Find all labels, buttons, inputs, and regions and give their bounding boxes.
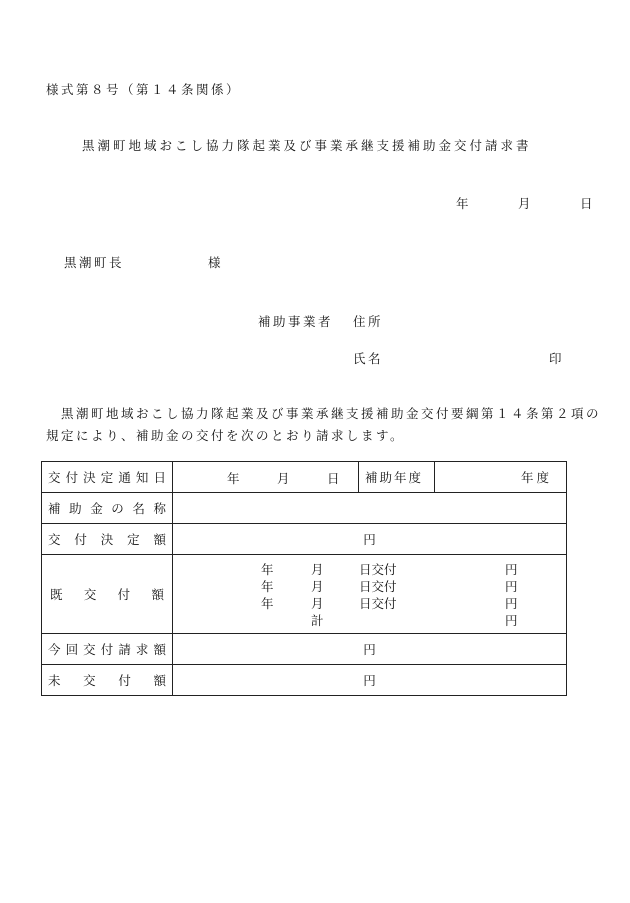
already-paid-row-2: 年 月 日交付 円 (261, 579, 518, 594)
decided-amount-label: 交付決定額 (42, 524, 173, 555)
page-title: 黒潮町地域おこし協力隊起業及び事業承継支援補助金交付請求書 (82, 138, 532, 153)
decision-date-field[interactable] (173, 462, 359, 493)
subsidy-name-label: 補助金の名称 (42, 493, 173, 524)
address-label: 住所 (353, 314, 384, 329)
form-number: 様式第８号（第１４条関係） (46, 82, 242, 97)
date-line (456, 194, 595, 212)
table-row-decision-date (42, 462, 567, 493)
date-month: 月 (517, 196, 533, 211)
seal-label: 印 (549, 351, 565, 366)
current-request-field[interactable]: 円 (173, 634, 567, 665)
decision-day: 日 (327, 470, 340, 486)
decision-month: 月 (277, 470, 290, 486)
decided-amount-field[interactable]: 円 (173, 524, 567, 555)
subsidy-name-field[interactable] (173, 493, 567, 524)
unpaid-label: 未交付額 (42, 665, 173, 696)
addressee (64, 253, 224, 271)
already-paid-row-3: 年 月 日交付 円 (261, 596, 518, 611)
table-row-already-paid (42, 555, 567, 634)
current-request-label: 今回交付請求額 (42, 634, 173, 665)
table-row-subsidy-name (42, 493, 567, 524)
already-paid-row-1: 年 月 日交付 円 (261, 562, 518, 577)
body-text: 黒潮町地域おこし協力隊起業及び事業承継支援補助金交付要綱第１４条第２項の規定により、補助金の交付を次のとおり請求します。 (46, 406, 602, 443)
addressee-name: 黒潮町長 (64, 255, 125, 270)
table-row-current-request (42, 634, 567, 665)
subsidy-year-label: 補助年度 (359, 462, 435, 493)
table-row-unpaid (42, 665, 567, 696)
table-row-decided-amount (42, 524, 567, 555)
decision-year: 年 (227, 470, 240, 486)
already-paid-field[interactable] (173, 555, 567, 634)
already-paid-total: 計 円 (311, 613, 518, 628)
name-label: 氏名 (353, 351, 384, 366)
unpaid-field[interactable]: 円 (173, 665, 567, 696)
date-year: 年 (456, 196, 472, 211)
date-day: 日 (579, 196, 595, 211)
request-table (41, 461, 567, 696)
applicant-label: 補助事業者 (258, 314, 334, 329)
already-paid-label: 既交付額 (42, 555, 173, 634)
subsidy-year-field[interactable]: 年度 (435, 462, 567, 493)
addressee-honorific: 様 (208, 255, 224, 270)
decision-date-label: 交付決定通知日 (42, 462, 173, 493)
